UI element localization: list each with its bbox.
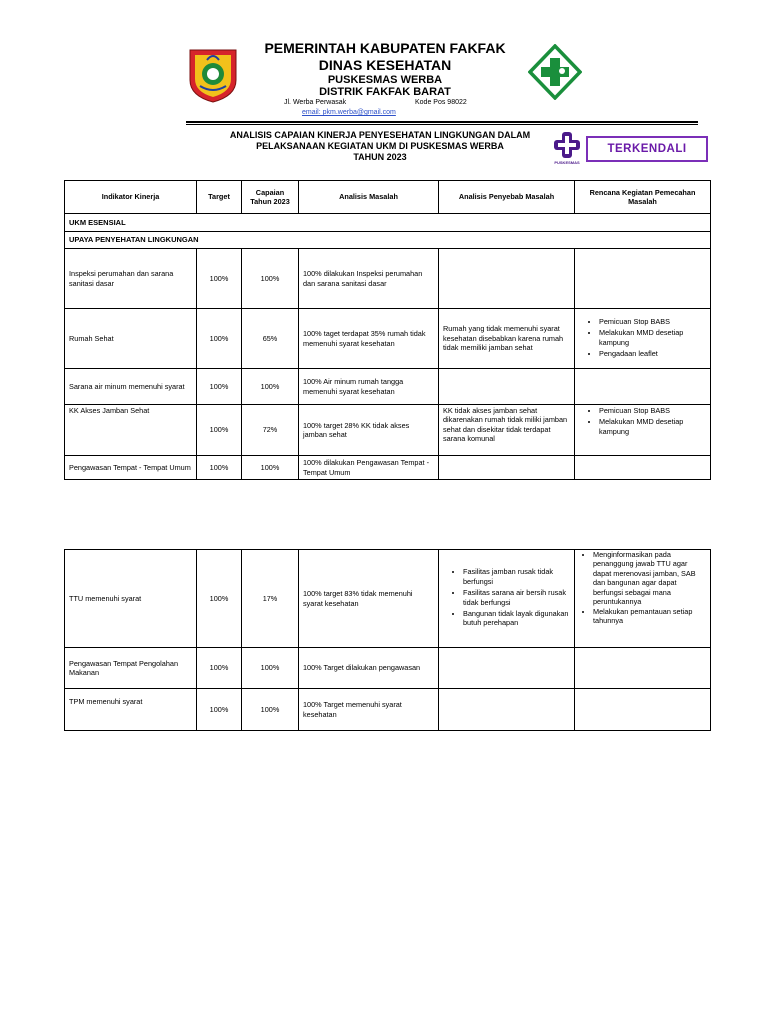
list-item: • Melakukan pemantauan setiap tahunnya <box>593 607 706 626</box>
cell-analisis: 100% Target memenuhi syarat kesehatan <box>299 689 439 731</box>
list-item: • Pemicuan Stop BABS <box>599 317 706 326</box>
section-label-penyehatan: UPAYA PENYEHATAN LINGKUNGAN <box>65 232 711 249</box>
puskesmas-small-logo-icon <box>552 130 582 170</box>
rencana-list <box>579 406 706 436</box>
header-address: Jl. Werba Perwasak <box>284 99 347 106</box>
col-header-penyebab: Analisis Penyebab Masalah <box>439 181 575 214</box>
cell-rencana <box>575 648 711 689</box>
rencana-list <box>579 317 706 359</box>
cell-penyebab <box>439 648 575 689</box>
table-row <box>65 405 711 456</box>
cell-capaian: 100% <box>242 689 299 731</box>
cell-analisis: 100% Target dilakukan pengawasan <box>299 648 439 689</box>
col-header-rencana: Rencana Kegiatan Pemecahan Masalah <box>575 181 711 214</box>
cell-capaian: 100% <box>242 648 299 689</box>
table-header-row <box>65 181 711 214</box>
col-header-analisis: Analisis Masalah <box>299 181 439 214</box>
cell-target: 100% <box>197 648 242 689</box>
cell-target: 100% <box>197 249 242 309</box>
cell-penyebab <box>439 249 575 309</box>
document-title-year: TAHUN 2023 <box>353 152 407 162</box>
list-item: • Melakukan MMD desetiap kampung <box>599 328 706 347</box>
header-postal-code: Kode Pos 98022 <box>415 99 467 106</box>
cell-rencana <box>575 309 711 369</box>
cell-analisis: 100% dilakukan Pengawasan Tempat - Tempat Umum <box>299 456 439 480</box>
header-puskesmas-name: PUSKESMAS WERBA <box>327 74 443 86</box>
cell-penyebab <box>439 369 575 405</box>
penyebab-list <box>443 567 570 628</box>
cell-target: 100% <box>197 689 242 731</box>
cell-penyebab <box>439 456 575 480</box>
col-header-capaian: Capaian Tahun 2023 <box>242 181 299 214</box>
puskesmas-cross-icon <box>528 44 582 100</box>
performance-analysis-table-continued <box>64 549 711 731</box>
list-item: • Menginformasikan pada penanggung jawab TTU agar dapat merenovasi jamban, SAB dan bangunan agar dapat berfungsi sebagai mana peruntukannya <box>593 550 706 607</box>
status-stamp-text: TERKENDALI <box>607 143 687 155</box>
cell-target: 100% <box>197 369 242 405</box>
cell-indikator: TTU memenuhi syarat <box>65 550 197 648</box>
document-title-line-1: ANALISIS CAPAIAN KINERJA PENYESEHATAN LINGKUNGAN DALAM <box>229 130 531 140</box>
list-item: • Fasilitas jamban rusak tidak berfungsi <box>463 567 570 586</box>
cell-indikator: KK Akses Jamban Sehat <box>65 405 197 456</box>
regency-emblem-icon <box>186 46 240 104</box>
list-item: • Fasilitas sarana air bersih rusak tidak berfungsi <box>463 588 570 607</box>
cell-capaian: 17% <box>242 550 299 648</box>
cell-penyebab: KK tidak akses jamban sehat dikarenakan rumah tidak miliki jamban sehat dan disekitar tidak terdapat sarana komunal <box>439 405 575 456</box>
cell-indikator: Sarana air minum memenuhi syarat <box>65 369 197 405</box>
stamp-logo-caption: PUSKESMAS <box>554 160 580 165</box>
cell-rencana <box>575 456 711 480</box>
document-title-line-2: PELAKSANAAN KEGIATAN UKM DI PUSKESMAS WERBA <box>256 141 504 151</box>
cell-analisis: 100% dilakukan Inspeksi perumahan dan sarana sanitasi dasar <box>299 249 439 309</box>
table-row <box>65 309 711 369</box>
cell-capaian: 72% <box>242 405 299 456</box>
letterhead-divider <box>186 121 698 125</box>
table-row <box>65 456 711 480</box>
rencana-list <box>579 550 706 626</box>
cell-indikator: TPM memenuhi syarat <box>65 689 197 731</box>
cell-penyebab <box>439 689 575 731</box>
col-header-target: Target <box>197 181 242 214</box>
cell-capaian: 100% <box>242 369 299 405</box>
list-item: • Bangunan tidak layak digunakan butuh perehapan <box>463 609 570 628</box>
section-row <box>65 214 711 232</box>
header-government-title: PEMERINTAH KABUPATEN FAKFAK <box>264 40 506 56</box>
cell-indikator: Pengawasan Tempat - Tempat Umum <box>65 456 197 480</box>
cell-analisis: 100% target 28% KK tidak akses jamban sehat <box>299 405 439 456</box>
col-header-indikator: Indikator Kinerja <box>65 181 197 214</box>
cell-analisis: 100% Air minum rumah tangga memenuhi syarat kesehatan <box>299 369 439 405</box>
cell-target: 100% <box>197 456 242 480</box>
cell-indikator: Pengawasan Tempat Pengolahan Makanan <box>65 648 197 689</box>
cell-rencana <box>575 550 711 648</box>
cell-indikator: Rumah Sehat <box>65 309 197 369</box>
cell-rencana <box>575 369 711 405</box>
section-label-ukm: UKM ESENSIAL <box>65 214 711 232</box>
cell-capaian: 100% <box>242 456 299 480</box>
cell-capaian: 100% <box>242 249 299 309</box>
table-row <box>65 689 711 731</box>
performance-analysis-table <box>64 180 711 480</box>
table-row <box>65 249 711 309</box>
cell-analisis: 100% taget terdapat 35% rumah tidak memenuhi syarat kesehatan <box>299 309 439 369</box>
status-stamp <box>586 136 708 162</box>
list-item: • Melakukan MMD desetiap kampung <box>599 417 706 436</box>
cell-penyebab: Rumah yang tidak memenuhi syarat kesehatan disebabkan karena rumah tidak memiliki jamban sehat <box>439 309 575 369</box>
cell-penyebab <box>439 550 575 648</box>
cell-indikator: Inspeksi perumahan dan sarana sanitasi dasar <box>65 249 197 309</box>
table-row <box>65 648 711 689</box>
cell-rencana <box>575 405 711 456</box>
cell-target: 100% <box>197 550 242 648</box>
list-item: • Pemicuan Stop BABS <box>599 406 706 415</box>
cell-target: 100% <box>197 309 242 369</box>
cell-analisis: 100% target 83% tidak memenuhi syarat kesehatan <box>299 550 439 648</box>
header-email-link[interactable]: email: pkm.werba@gmail.com <box>302 109 396 116</box>
table-row <box>65 550 711 648</box>
cell-target: 100% <box>197 405 242 456</box>
cell-rencana <box>575 249 711 309</box>
header-agency-title: DINAS KESEHATAN <box>318 57 452 73</box>
section-row <box>65 232 711 249</box>
header-district-name: DISTRIK FAKFAK BARAT <box>319 86 451 98</box>
table-row <box>65 369 711 405</box>
cell-rencana <box>575 689 711 731</box>
list-item: • Pengadaan leaflet <box>599 349 706 358</box>
cell-capaian: 65% <box>242 309 299 369</box>
